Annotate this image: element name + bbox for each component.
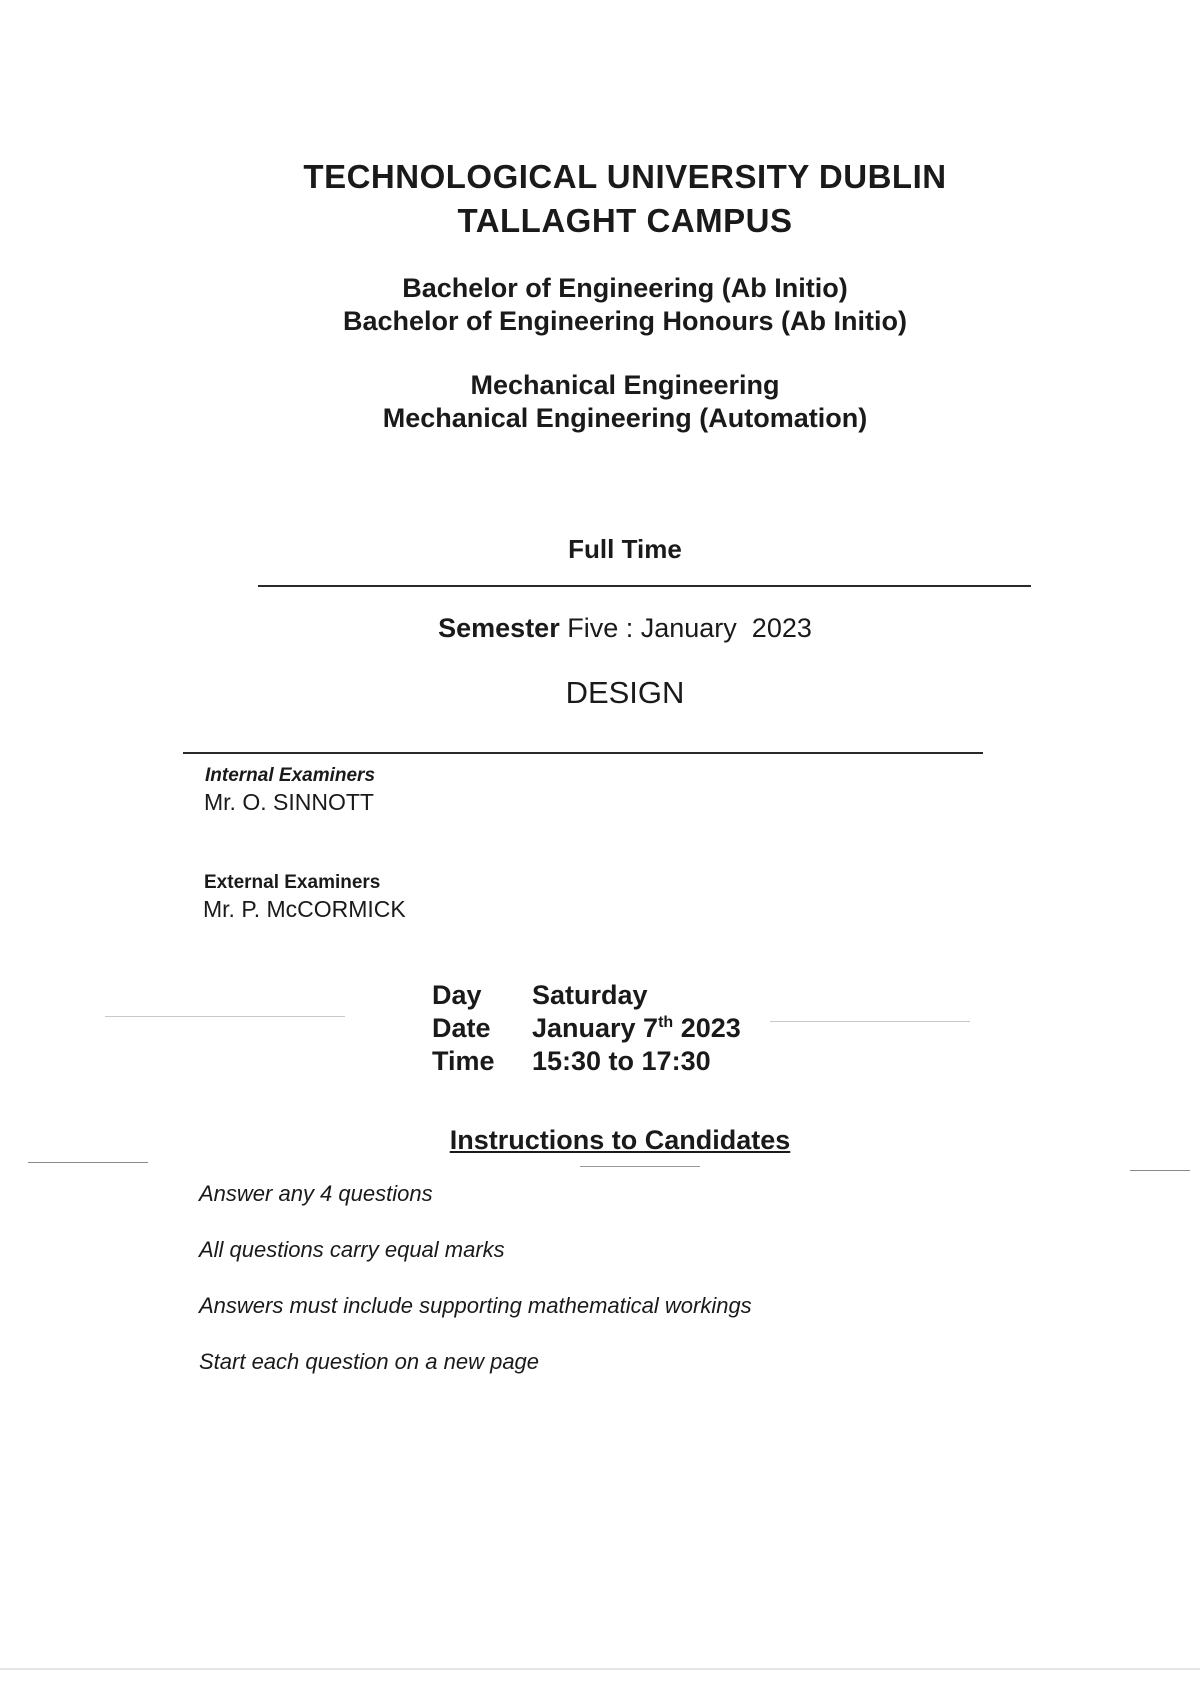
external-examiner-name: Mr. P. McCORMICK bbox=[203, 896, 406, 922]
divider-middle bbox=[183, 752, 983, 754]
internal-examiners-label: Internal Examiners bbox=[205, 765, 376, 786]
instruction-item: Answers must include supporting mathematical workings bbox=[199, 1293, 752, 1318]
scan-artifact-line bbox=[1130, 1170, 1190, 1171]
exam-schedule bbox=[432, 980, 741, 1079]
scan-artifact-line bbox=[28, 1162, 148, 1163]
degree-list bbox=[0, 272, 1200, 338]
programme-list bbox=[0, 369, 1200, 435]
programme-automation: Mechanical Engineering (Automation) bbox=[382, 403, 868, 433]
time-value: 15:30 to 17:30 bbox=[532, 1046, 711, 1076]
instruction-item: Start each question on a new page bbox=[199, 1349, 540, 1374]
schedule-row-time bbox=[432, 1046, 741, 1079]
time-label: Time bbox=[432, 1046, 495, 1076]
university-header bbox=[0, 155, 1200, 243]
subject-title: DESIGN bbox=[565, 675, 685, 710]
campus-name: TALLAGHT CAMPUS bbox=[457, 202, 793, 239]
university-name: TECHNOLOGICAL UNIVERSITY DUBLIN bbox=[303, 158, 947, 195]
date-year: 2023 bbox=[673, 1013, 741, 1043]
semester-label: Semester bbox=[438, 613, 560, 643]
instructions-heading-text: Instructions to Candidates bbox=[449, 1125, 791, 1155]
internal-examiner-name: Mr. O. SINNOTT bbox=[204, 789, 374, 815]
instructions-heading bbox=[0, 1125, 1200, 1156]
schedule-row-day bbox=[432, 980, 741, 1013]
date-value bbox=[532, 1013, 741, 1046]
study-mode: Full Time bbox=[568, 534, 682, 564]
scan-artifact-line bbox=[770, 1021, 970, 1022]
schedule-row-date bbox=[432, 1013, 741, 1046]
date-ordinal-suffix: th bbox=[658, 1014, 674, 1031]
semester-line bbox=[0, 613, 1200, 644]
scan-bottom-edge bbox=[0, 1668, 1200, 1670]
instruction-item: Answer any 4 questions bbox=[199, 1181, 433, 1206]
day-label: Day bbox=[432, 980, 482, 1010]
day-value: Saturday bbox=[532, 980, 648, 1010]
scan-artifact-line bbox=[105, 1016, 345, 1017]
divider-top bbox=[258, 585, 1031, 587]
programme-mechanical: Mechanical Engineering bbox=[470, 370, 780, 400]
date-month-day: January 7 bbox=[532, 1013, 659, 1043]
semester-value: Five : January 2023 bbox=[567, 613, 812, 643]
degree-honours: Bachelor of Engineering Honours (Ab Initio) bbox=[343, 306, 907, 336]
instruction-item: All questions carry equal marks bbox=[199, 1237, 505, 1262]
external-examiners-label: External Examiners bbox=[204, 872, 381, 893]
scan-artifact-line bbox=[580, 1166, 700, 1167]
degree-ordinary: Bachelor of Engineering (Ab Initio) bbox=[402, 273, 848, 303]
date-label: Date bbox=[432, 1013, 491, 1043]
